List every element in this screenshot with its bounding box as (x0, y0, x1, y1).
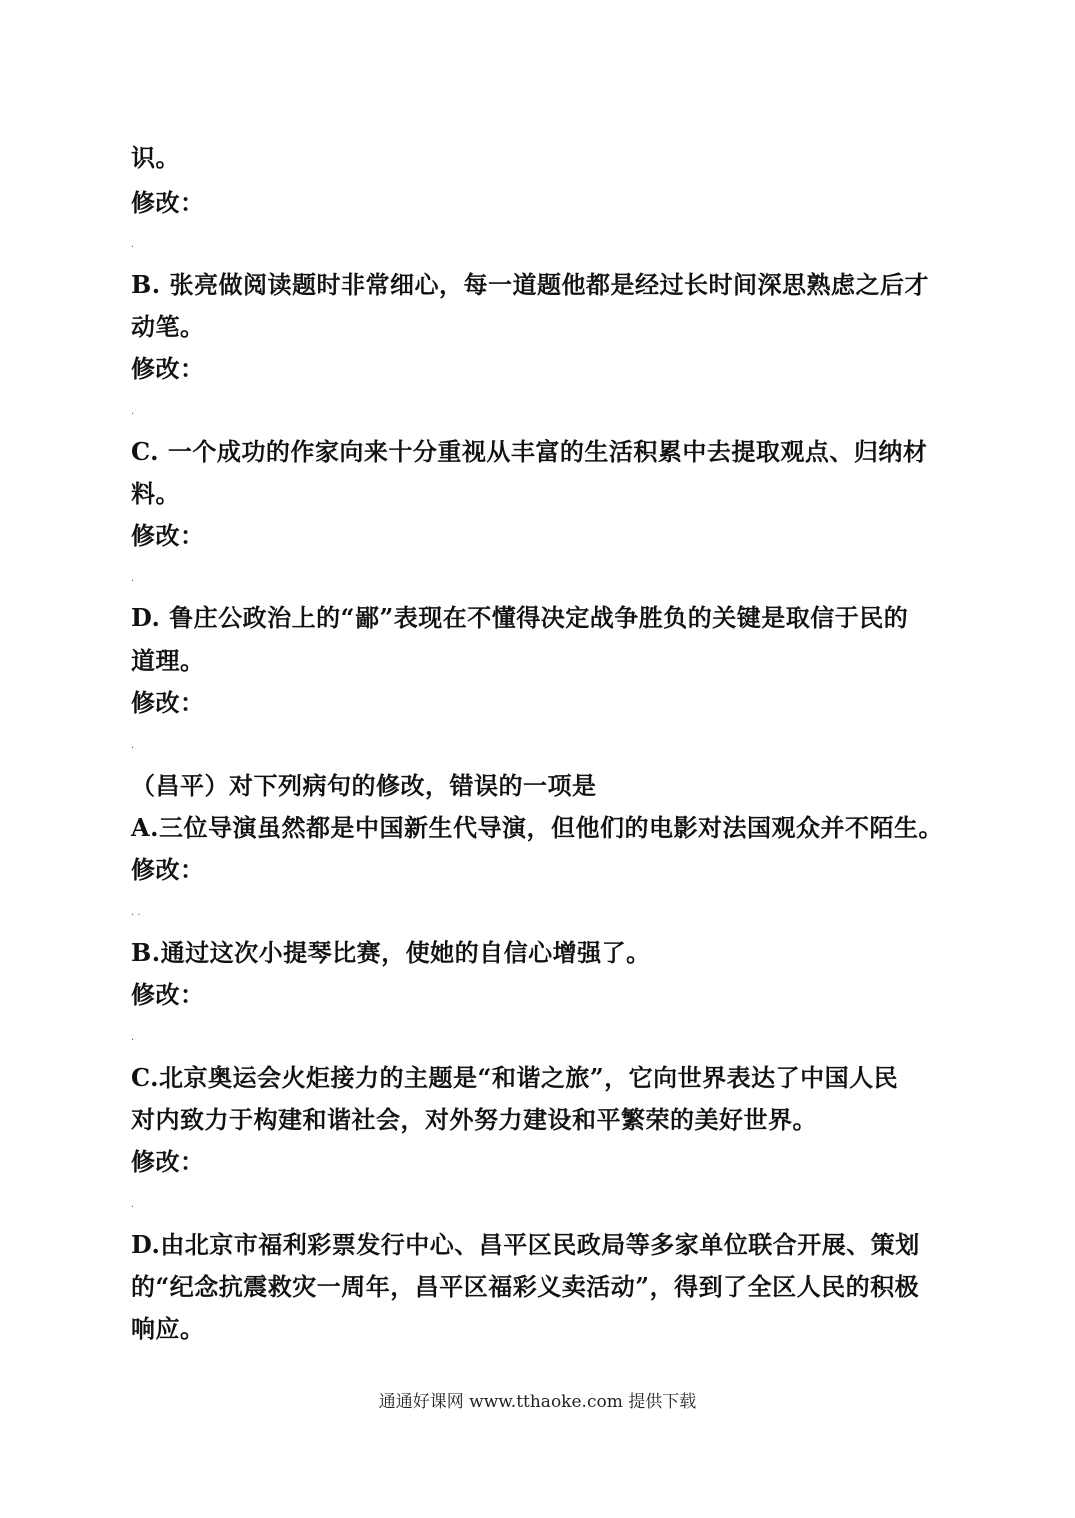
option-d-line-1: D.由北京市福利彩票发行中心、昌平区民政局等多家单位联合开展、策划 (131, 1230, 920, 1259)
paragraph-mark: . (131, 239, 135, 250)
paragraph-mark: . . (131, 907, 141, 918)
paragraph-mark: . (131, 406, 135, 417)
revision-label: 修改： (131, 1147, 205, 1176)
option-c-line-1: C.北京奥运会火炬接力的主题是“和谐之旅”，它向世界表达了中国人民 (131, 1063, 899, 1092)
option-d-line-3: 响应。 (131, 1314, 205, 1343)
option-b-line-1: B. 张亮做阅读题时非常细心，每一道题他都是经过长时间深思熟虑之后才 (131, 270, 929, 299)
paragraph-mark: . (131, 740, 135, 751)
paragraph-mark: . (131, 573, 135, 584)
text-line: 识。 (131, 143, 180, 172)
page-footer: 通通好课网 www.tthaoke.com 提供下载 (378, 1392, 697, 1412)
option-d-line-2: 的“纪念抗震救灾一周年，昌平区福彩义卖活动”，得到了全区人民的积极 (131, 1272, 920, 1301)
revision-label: 修改： (131, 688, 205, 717)
option-b-line-1: B.通过这次小提琴比赛，使她的自信心增强了。 (131, 938, 651, 967)
option-d-line-1: D. 鲁庄公政治上的“鄙”表现在不懂得决定战争胜负的关键是取信于民的 (131, 603, 909, 632)
paragraph-mark: . (131, 1199, 135, 1210)
paragraph-mark: . (131, 1032, 135, 1043)
question-stem: （昌平）对下列病句的修改，错误的一项是 (131, 771, 597, 800)
option-b-line-2: 动笔。 (131, 312, 205, 341)
option-c-line-2: 料。 (131, 479, 180, 508)
revision-label: 修改： (131, 980, 205, 1009)
revision-label: 修改： (131, 354, 205, 383)
option-c-line-1: C. 一个成功的作家向来十分重视从丰富的生活积累中去提取观点、归纳材 (131, 437, 928, 466)
revision-label: 修改： (131, 521, 205, 550)
revision-label: 修改： (131, 188, 205, 217)
option-a-line-1: A.三位导演虽然都是中国新生代导演，但他们的电影对法国观众并不陌生。 (131, 813, 943, 842)
option-c-line-2: 对内致力于构建和谐社会，对外努力建设和平繁荣的美好世界。 (131, 1105, 817, 1134)
option-d-line-2: 道理。 (131, 646, 205, 675)
revision-label: 修改： (131, 855, 205, 884)
